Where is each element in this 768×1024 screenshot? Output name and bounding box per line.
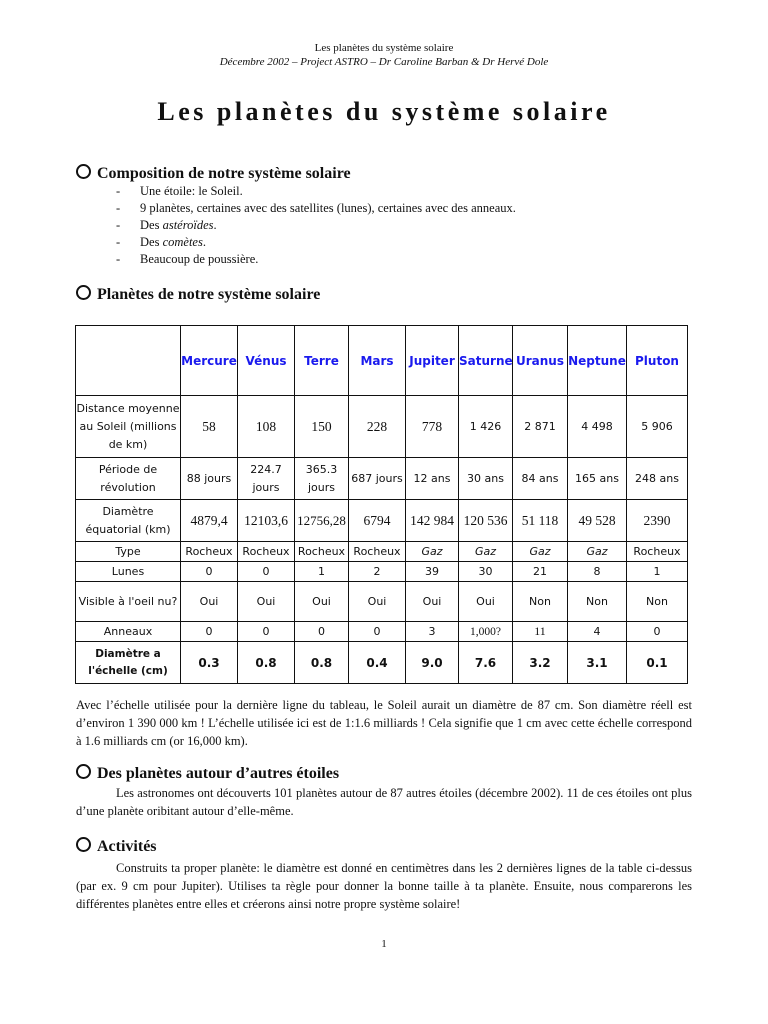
table-cell: 228: [349, 396, 406, 458]
section-heading-text: Planètes de notre système solaire: [97, 286, 321, 303]
table-cell: Rocheux: [238, 542, 295, 562]
planet-header: Mercure: [181, 326, 238, 396]
list-item-text-post: .: [213, 218, 217, 232]
table-cell: 49 528: [568, 500, 627, 542]
table-cell: 365.3 jours: [295, 458, 349, 500]
section-heading-composition: [76, 164, 351, 183]
table-cell: 687 jours: [349, 458, 406, 500]
circle-bullet-icon: [76, 285, 91, 300]
table-cell: 224.7 jours: [238, 458, 295, 500]
table-cell: 0: [238, 622, 295, 642]
table-row: [76, 642, 688, 684]
table-cell: 39: [406, 562, 459, 582]
table-corner-cell: [76, 326, 181, 396]
list-item: [116, 200, 516, 217]
table-cell: Oui: [295, 582, 349, 622]
table-cell: Non: [627, 582, 688, 622]
list-item: [116, 217, 516, 234]
planet-header: Vénus: [238, 326, 295, 396]
table-cell: Oui: [181, 582, 238, 622]
table-cell: 4879,4: [181, 500, 238, 542]
table-cell: Rocheux: [349, 542, 406, 562]
table-cell: 0: [349, 622, 406, 642]
composition-list: [116, 183, 516, 268]
table-row: [76, 582, 688, 622]
exoplanets-paragraph: Les astronomes ont découverts 101 planètes autour de 87 autres étoiles (décembre 2002). 11 de ces étoiles ont plus d’une planète oribitant autour d’elle-même.: [76, 786, 692, 818]
section-heading-text: Composition de notre système solaire: [97, 165, 351, 182]
table-cell: 1 426: [459, 396, 513, 458]
page-title: Les planètes du système solaire: [157, 97, 611, 126]
planets-table: [75, 325, 688, 684]
planet-header: Uranus: [513, 326, 568, 396]
list-item-text-pre: Des: [140, 218, 163, 232]
table-row: [76, 396, 688, 458]
table-row: [76, 458, 688, 500]
list-item: [116, 234, 516, 251]
table-cell: 0.3: [181, 642, 238, 684]
table-cell: 0.1: [627, 642, 688, 684]
table-cell: 12103,6: [238, 500, 295, 542]
circle-bullet-icon: [76, 837, 91, 852]
planet-header: Saturne: [459, 326, 513, 396]
section-heading-activities: [76, 837, 157, 856]
table-cell: 21: [513, 562, 568, 582]
section-heading-planets: [76, 285, 320, 304]
table-cell: 30 ans: [459, 458, 513, 500]
table-cell: 8: [568, 562, 627, 582]
table-cell: Oui: [238, 582, 295, 622]
table-cell: 6794: [349, 500, 406, 542]
table-cell: 1: [295, 562, 349, 582]
table-cell: 0.4: [349, 642, 406, 684]
table-cell: Rocheux: [181, 542, 238, 562]
row-label: Lunes: [76, 562, 181, 582]
table-cell: Oui: [459, 582, 513, 622]
table-cell: 30: [459, 562, 513, 582]
table-cell: 0: [238, 562, 295, 582]
list-item: [116, 251, 516, 268]
table-cell: Rocheux: [627, 542, 688, 562]
table-cell: 165 ans: [568, 458, 627, 500]
row-label: Distance moyenne au Soleil (millions de km): [76, 396, 181, 458]
table-cell: 778: [406, 396, 459, 458]
table-cell: 248 ans: [627, 458, 688, 500]
table-cell: 2390: [627, 500, 688, 542]
list-item-emphasis: astéroïdes: [162, 218, 214, 232]
table-cell: 0: [181, 562, 238, 582]
table-cell: 84 ans: [513, 458, 568, 500]
table-cell: 9.0: [406, 642, 459, 684]
table-cell: 3.1: [568, 642, 627, 684]
table-cell: Rocheux: [295, 542, 349, 562]
section-heading-exoplanets: [76, 764, 339, 783]
list-dash: -: [116, 218, 121, 232]
section-heading-text: Des planètes autour d’autres étoiles: [97, 765, 340, 782]
row-label: Diamètre a l'échelle (cm): [76, 642, 181, 684]
table-cell: Gaz: [459, 542, 513, 562]
table-row: [76, 500, 688, 542]
planet-header: Jupiter: [406, 326, 459, 396]
list-item: [116, 183, 516, 200]
list-item-text: Une étoile: le Soleil.: [140, 184, 243, 198]
table-cell: 5 906: [627, 396, 688, 458]
list-item-text: 9 planètes, certaines avec des satellites (lunes), certaines avec des anneaux.: [140, 201, 516, 215]
table-cell: 0.8: [238, 642, 295, 684]
list-dash: -: [116, 235, 121, 249]
table-cell: 2: [349, 562, 406, 582]
table-cell: 108: [238, 396, 295, 458]
list-dash: -: [116, 201, 121, 215]
table-cell: 1,000?: [459, 622, 513, 642]
table-cell: 7.6: [459, 642, 513, 684]
table-cell: 12 ans: [406, 458, 459, 500]
running-header-credits: Décembre 2002 – Project ASTRO – Dr Caroline Barban & Dr Hervé Dole: [219, 56, 549, 68]
row-label: Type: [76, 542, 181, 562]
table-cell: 12756,28: [295, 500, 349, 542]
table-cell: 0: [627, 622, 688, 642]
table-cell: Oui: [406, 582, 459, 622]
table-cell: 88 jours: [181, 458, 238, 500]
table-row: [76, 542, 688, 562]
table-cell: 4: [568, 622, 627, 642]
table-cell: 4 498: [568, 396, 627, 458]
scale-paragraph: Avec l’échelle utilisée pour la dernière ligne du tableau, le Soleil aurait un diamètre de 87 cm. Son diamètre réell est d’environ 1 390 000 km ! L’échelle utilisée ici est de 1:1.6 milliards ! Cela signifie que 1 cm avec cette échelle correspond à 1.6 milliards cm (or 16,000 km).: [76, 698, 692, 748]
planet-header: Mars: [349, 326, 406, 396]
table-cell: 150: [295, 396, 349, 458]
table-cell: 1: [627, 562, 688, 582]
table-cell: 0: [295, 622, 349, 642]
table-cell: Oui: [349, 582, 406, 622]
planet-header: Pluton: [627, 326, 688, 396]
table-cell: Gaz: [568, 542, 627, 562]
table-cell: Gaz: [513, 542, 568, 562]
table-cell: Non: [513, 582, 568, 622]
table-cell: 0: [181, 622, 238, 642]
activities-paragraph: Construits ta proper planète: le diamètre est donné en centimètres dans les 2 dernières lignes de la table ci-dessus (par ex. 9 cm pour Jupiter). Utilises ta règle pour donner la bonne taille à ta planète. Ensuite, nous comparerons les différentes planètes entre elles et créerons ainsi notre propre système solaire!: [76, 861, 692, 911]
table-cell: 58: [181, 396, 238, 458]
table-cell: 3: [406, 622, 459, 642]
table-cell: 2 871: [513, 396, 568, 458]
table-cell: 3.2: [513, 642, 568, 684]
table-cell: 0.8: [295, 642, 349, 684]
table-cell: 51 118: [513, 500, 568, 542]
list-item-text-pre: Des: [140, 235, 163, 249]
list-dash: -: [116, 184, 121, 198]
page-number: 1: [381, 938, 387, 950]
row-label: Visible à l'oeil nu?: [76, 582, 181, 622]
circle-bullet-icon: [76, 764, 91, 779]
table-row: [76, 562, 688, 582]
table-cell: 120 536: [459, 500, 513, 542]
list-item-emphasis: comètes: [162, 235, 203, 249]
planet-header: Neptune: [568, 326, 627, 396]
running-header-title: Les planètes du système solaire: [314, 42, 454, 54]
section-heading-text: Activités: [97, 838, 157, 855]
table-row: [76, 622, 688, 642]
planet-header: Terre: [295, 326, 349, 396]
table-header-row: [76, 326, 688, 396]
list-dash: -: [116, 252, 121, 266]
row-label: Diamètre équatorial (km): [76, 500, 181, 542]
table-cell: Non: [568, 582, 627, 622]
table-cell: 142 984: [406, 500, 459, 542]
table-cell: Gaz: [406, 542, 459, 562]
table-cell: 11: [513, 622, 568, 642]
row-label: Anneaux: [76, 622, 181, 642]
list-item-text: Beaucoup de poussière.: [140, 252, 259, 266]
list-item-text-post: .: [202, 235, 206, 249]
row-label: Période de révolution: [76, 458, 181, 500]
circle-bullet-icon: [76, 164, 91, 179]
